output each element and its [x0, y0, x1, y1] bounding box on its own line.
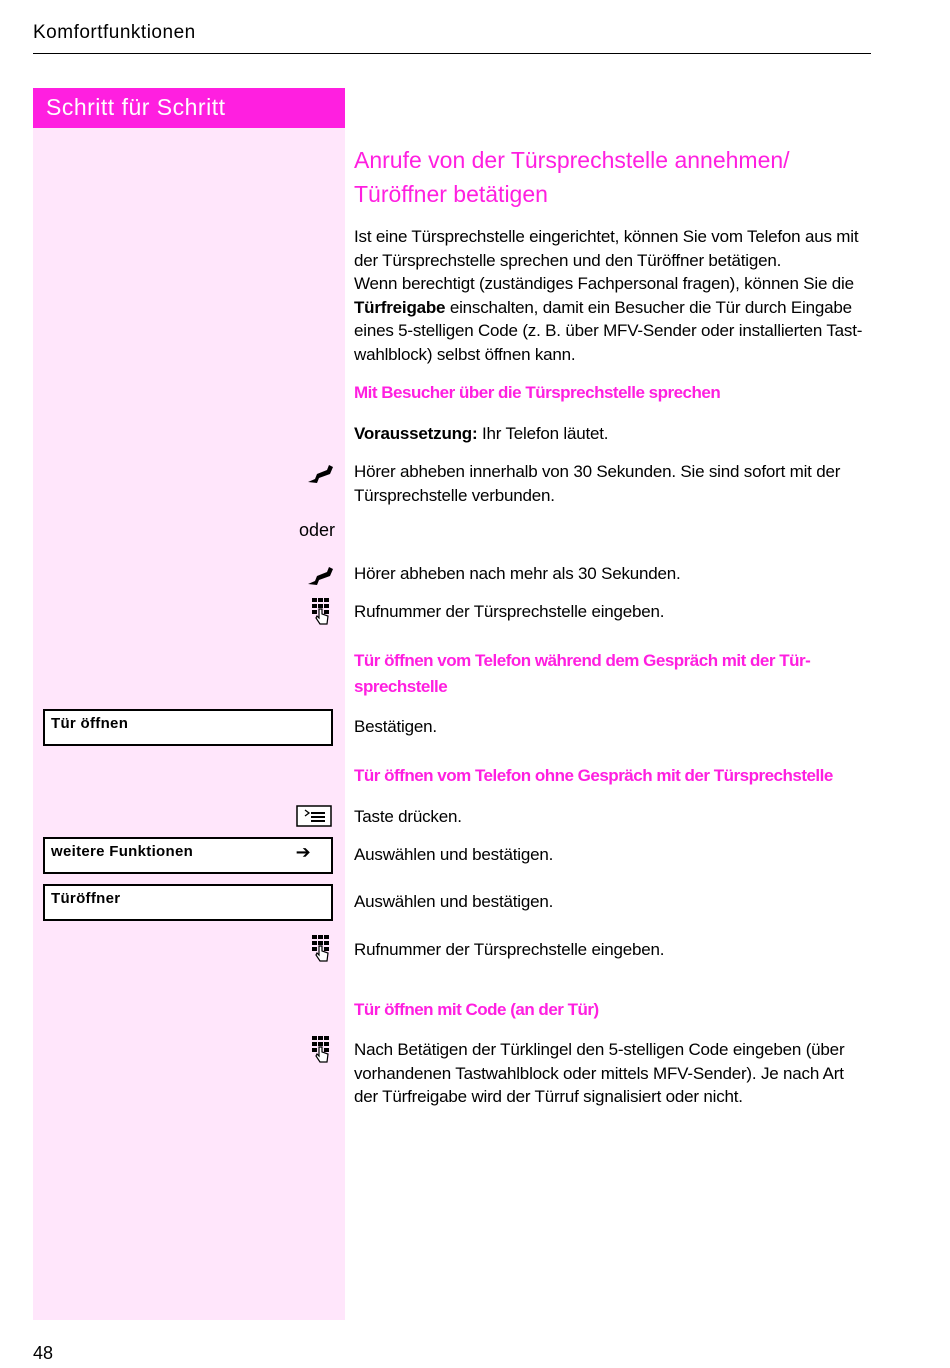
intro-line — [354, 296, 874, 320]
menu-key-icon — [296, 805, 332, 827]
prerequisite-text: Ihr Telefon läutet. — [477, 424, 609, 443]
arrow-right-icon: ➔ — [295, 842, 311, 862]
step-text: Taste drücken. — [354, 807, 462, 826]
keypad-icon — [305, 933, 335, 963]
or-label: oder — [298, 520, 335, 540]
step-text: Bestätigen. — [354, 717, 437, 736]
intro-line: eines 5-stelligen Code (z. B. über MFV-Sender oder installierten Tast- — [354, 321, 863, 340]
step-line: vorhandenen Tastwahlblock oder mittels MFV-Sender). Je nach Art — [354, 1063, 844, 1083]
page-title-line2: Türöffner betätigen — [354, 181, 548, 207]
step-text — [354, 1038, 874, 1109]
intro-line: Ist eine Türsprechstelle eingerichtet, können Sie vom Telefon aus mit — [354, 227, 859, 246]
step-text — [354, 460, 874, 507]
menu-item-weitere-funktionen[interactable] — [43, 837, 333, 874]
step-text: Rufnummer der Türsprechstelle eingeben. — [354, 940, 665, 959]
page-title — [354, 143, 864, 211]
section-heading-line: sprechstelle — [354, 677, 448, 696]
running-header: Komfortfunktionen — [33, 22, 196, 43]
intro-paragraph — [354, 225, 874, 366]
step-text: Auswählen und bestätigen. — [354, 892, 554, 911]
handset-icon — [305, 458, 335, 488]
menu-item-tueroeffner[interactable] — [43, 884, 333, 921]
menu-item-label: Türöffner — [51, 890, 121, 907]
step-text: Rufnummer der Türsprechstelle eingeben. — [354, 602, 665, 621]
page-title-line1: Anrufe von der Türsprechstelle annehmen/ — [354, 147, 790, 173]
section-heading: Tür öffnen vom Telefon ohne Gespräch mit der Türsprechstelle — [354, 766, 833, 785]
page-number: 48 — [33, 1343, 54, 1363]
section-heading: Tür öffnen mit Code (an der Tür) — [354, 1000, 599, 1019]
step-line: Türsprechstelle verbunden. — [354, 485, 555, 505]
menu-item-label: Tür öffnen — [51, 715, 129, 732]
step-line: Nach Betätigen der Türklingel den 5-stelligen Code eingeben (über — [354, 1040, 845, 1059]
sidebar-heading: Schritt für Schritt — [33, 88, 345, 128]
intro-line-rest: einschalten, damit ein Besucher die Tür durch Eingabe — [445, 297, 852, 317]
step-text: Hörer abheben nach mehr als 30 Sekunden. — [354, 564, 681, 583]
menu-item-label: weitere Funktionen — [51, 843, 194, 860]
keypad-icon — [305, 596, 335, 626]
menu-item-tuer-oeffnen[interactable] — [43, 709, 333, 746]
header-rule — [33, 53, 871, 54]
handset-icon — [305, 560, 335, 590]
section-heading — [354, 648, 874, 700]
section-heading: Mit Besucher über die Türsprechstelle sprechen — [354, 383, 721, 402]
step-text: Auswählen und bestätigen. — [354, 845, 554, 864]
intro-line: Wenn berechtigt (zuständiges Fachpersonal fragen), können Sie die — [354, 274, 854, 293]
section-heading-line: Tür öffnen vom Telefon während dem Gespräch mit der Tür- — [354, 651, 811, 670]
term-tuerfreigabe: Türfreigabe — [354, 297, 446, 317]
step-line: Hörer abheben innerhalb von 30 Sekunden. Sie sind sofort mit der — [354, 462, 841, 481]
prerequisite — [354, 422, 874, 446]
step-line: der Türfreigabe wird der Türruf signalisiert oder nicht. — [354, 1087, 743, 1106]
intro-line: wahlblock) selbst öffnen kann. — [354, 344, 576, 364]
intro-line: der Türsprechstelle sprechen und den Türöffner betätigen. — [354, 250, 782, 270]
keypad-icon — [305, 1034, 335, 1064]
prerequisite-label: Voraussetzung: — [354, 424, 478, 443]
